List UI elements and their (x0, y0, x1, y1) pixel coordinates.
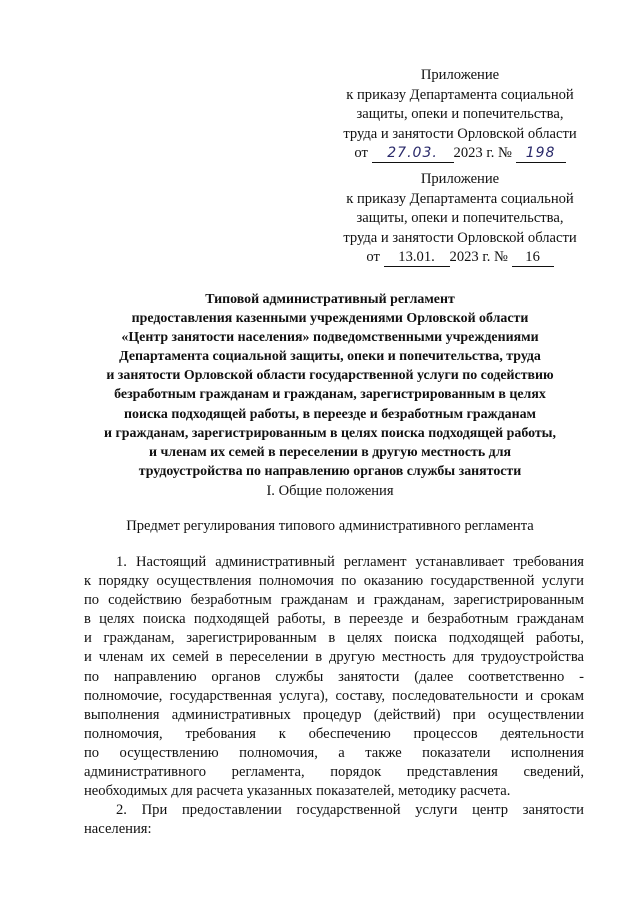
appendix-line: труда и занятости Орловской области (343, 229, 577, 246)
appendix-line: к приказу Департамента социальной (346, 86, 574, 103)
appendix-block-2 (322, 170, 598, 268)
order-date: 13.01. (384, 249, 450, 267)
appendix-line: защиты, опеки и попечительства, (356, 106, 564, 122)
title-line: Департамента социальной защиты, опеки и попечительства, труда (119, 349, 541, 365)
body-text (84, 553, 584, 839)
appendix-line: защиты, опеки и попечительства, (356, 210, 564, 226)
order-number: 16 (512, 249, 554, 267)
paragraph-line: по направлению органов службы занятости (далее соответственно - (84, 668, 584, 685)
date-year: 2023 г. № (449, 249, 508, 265)
paragraph-line: административного регламента, порядок представления сведений, (84, 764, 584, 781)
appendix-date-line (322, 144, 598, 164)
paragraph-line: 2. При предоставлении государственной услуги центр занятости (116, 802, 584, 819)
paragraph-line: выполнения административных процедур (действий) при осуществлении (84, 706, 584, 723)
document-title (60, 290, 600, 481)
date-prefix: от (354, 145, 368, 161)
title-line: трудоустройства по направлению органов службы занятости (138, 463, 522, 479)
title-line: и гражданам, зарегистрированным в целях поиска подходящей работы, (103, 425, 556, 441)
paragraph-line: полномочие, государственная услуга), составу, последовательности и срокам (84, 687, 584, 704)
title-line: и членам их семей в переселении в другую местность для (148, 444, 512, 460)
title-line: предоставления казенными учреждениями Орловской области (131, 311, 529, 327)
appendix-block-1 (322, 66, 598, 164)
title-line: Типовой административный регламент (205, 292, 455, 307)
paragraph-line: по содействию безработным гражданам и гражданам, зарегистрированным (84, 592, 584, 609)
handwritten-order-number: 198 (516, 145, 566, 163)
paragraph-line: 1. Настоящий административный регламент устанавливает требования (116, 554, 584, 570)
title-line: и занятости Орловской области государственной услуги по содействию (106, 368, 554, 384)
paragraph-line: и гражданам, зарегистрированным в целях поиска подходящей работы, (84, 630, 584, 647)
paragraph-line: в целях поиска подходящей работы, в переезде и безработным гражданам (84, 611, 584, 628)
title-line: поиска подходящей работы, в переезде и безработным гражданам (124, 406, 536, 422)
paragraph-line: по осуществлению полномочия, а также показатели исполнения (84, 744, 584, 761)
appendix-date-line (322, 248, 598, 268)
title-line: безработным гражданам и гражданам, зарегистрированным в целях (114, 387, 546, 403)
appendix-line: труда и занятости Орловской области (343, 125, 577, 142)
paragraph-line: населения: (84, 821, 152, 838)
paragraph-line: и членам их семей в переселении в другую местность для трудоустройства (84, 649, 584, 666)
appendix-heading: Приложение (420, 171, 500, 187)
date-year: 2023 г. № (453, 145, 512, 161)
title-line: «Центр занятости населения» подведомственными учреждениями (121, 330, 539, 346)
appendix-heading: Приложение (420, 67, 500, 83)
subsection-heading: Предмет регулирования типового административного регламента (126, 518, 534, 534)
section-heading: I. Общие положения (266, 483, 394, 499)
appendix-line: к приказу Департамента социальной (346, 190, 574, 207)
handwritten-date: 27.03. (372, 145, 454, 163)
paragraph-line: к порядку осуществления полномочия по оказанию государственной услуги (84, 573, 584, 590)
paragraph-line: полномочия, требования к обеспечению процессов деятельности (84, 725, 584, 742)
date-prefix: от (366, 249, 380, 265)
paragraph-line: необходимых для расчета указанных показателей, методику расчета. (84, 783, 511, 800)
